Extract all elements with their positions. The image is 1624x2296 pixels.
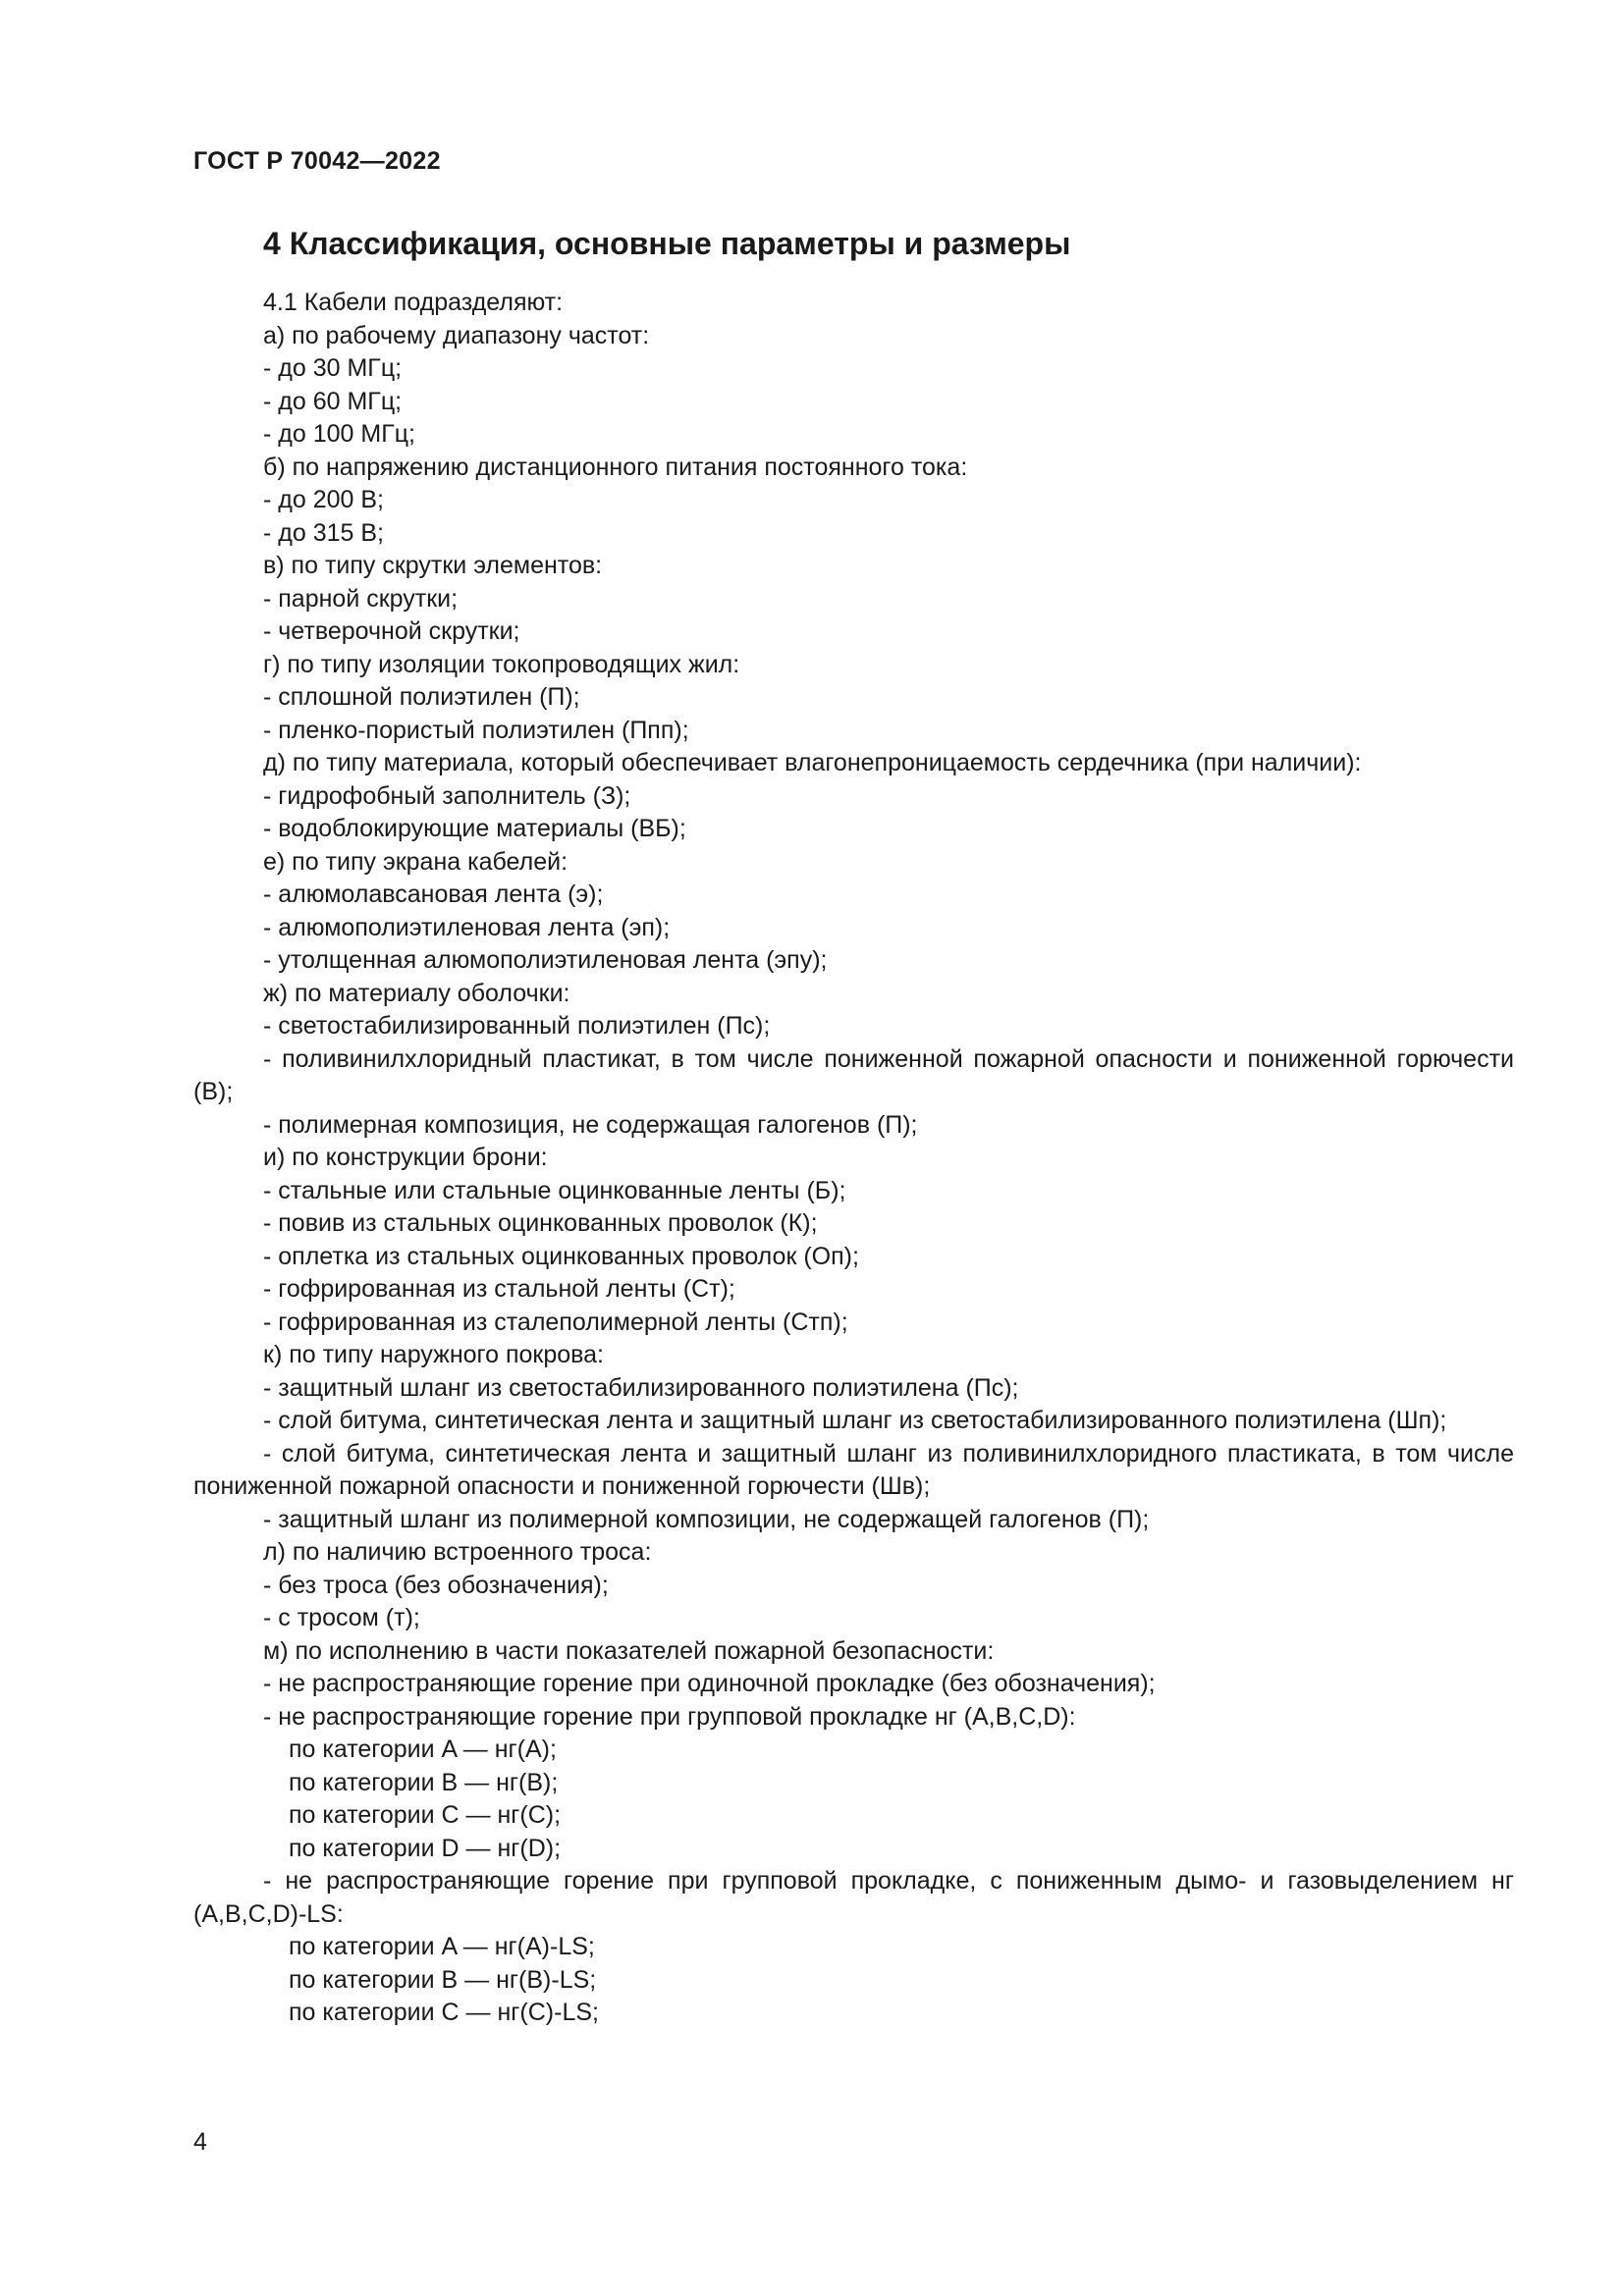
list-item: в) по типу скрутки элементов: [263, 552, 603, 579]
list-item: - до 60 МГц; [263, 387, 403, 415]
list-item: д) по типу материала, который обеспечивает влагонепроницаемость сердечника (при наличии): [263, 749, 1362, 776]
list-item: - алюмополиэтиленовая лента (эп); [263, 913, 671, 941]
list-item: л) по наличию встроенного троса: [263, 1538, 652, 1566]
list-item: - слой битума, синтетическая лента и защитный шланг из светостабилизированного полиэтилена (Шп); [263, 1407, 1447, 1434]
category-item: по категории B — нг(B)-LS; [289, 1965, 597, 1994]
list-item: - не распространяющие горение при групповой прокладке, с пониженным дымо- и газовыделением нг (A,B,C,D)-LS: [193, 1867, 1514, 1928]
category-item: по категории D — нг(D); [289, 1834, 562, 1862]
list-item: - повив из стальных оцинкованных проволок (К); [263, 1209, 818, 1237]
list-item: - водоблокирующие материалы (ВБ); [263, 815, 686, 842]
list-item: - полимерная композиция, не содержащая галогенов (П); [263, 1110, 918, 1139]
list-item: а) по рабочему диапазону частот: [263, 321, 650, 349]
list-item: - стальные или стальные оцинкованные ленты (Б); [263, 1176, 846, 1204]
section-title: 4 Классификация, основные параметры и размеры [263, 226, 1071, 261]
list-item: м) по исполнению в части показателей пожарной безопасности: [263, 1636, 995, 1665]
category-item: по категории A — нг(A)-LS; [289, 1933, 595, 1960]
list-item: - гидрофобный заполнитель (З); [263, 781, 631, 810]
category-item: по категории A — нг(A); [289, 1735, 557, 1763]
list-item: е) по типу экрана кабелей: [263, 847, 568, 876]
list-item: и) по конструкции брони: [263, 1144, 548, 1171]
list-item: - парной скрутки; [263, 584, 459, 613]
list-item: - светостабилизированный полиэтилен (Пс); [263, 1012, 771, 1040]
category-item: по категории C — нг(C)-LS; [289, 1999, 599, 2026]
list-item: - с тросом (т); [263, 1604, 420, 1631]
list-item: - без троса (без обозначения); [263, 1571, 609, 1599]
list-item: - защитный шланг из полимерной композиции, не содержащей галогенов (П); [263, 1505, 1150, 1533]
list-item: - гофрированная из сталеполимерной ленты (Стп); [263, 1308, 848, 1336]
list-item: - не распространяющие горение при одиночной прокладке (без обозначения); [263, 1670, 1156, 1697]
list-item: ж) по материалу оболочки: [263, 979, 570, 1007]
list-item: - гофрированная из стальной ленты (Ст); [263, 1275, 735, 1303]
list-item: - до 315 В; [263, 518, 384, 547]
clause-intro: 4.1 Кабели подразделяют: [263, 289, 564, 316]
list-item: г) по типу изоляции токопроводящих жил: [263, 650, 740, 678]
list-item: - до 200 В; [263, 486, 384, 513]
section-body [193, 287, 1514, 2030]
list-item: - защитный шланг из светостабилизированного полиэтилена (Пс); [263, 1373, 1019, 1402]
list-item: - сплошной полиэтилен (П); [263, 683, 580, 711]
list-item: - не распространяющие горение при групповой прокладке нг (A,B,C,D): [263, 1702, 1076, 1731]
list-item: - оплетка из стальных оцинкованных проволок (Оп); [263, 1242, 859, 1270]
list-item: - алюмолавсановая лента (э); [263, 881, 604, 908]
list-item: - поливинилхлоридный пластикат, в том числе пониженной пожарной опасности и пониженной горючести (В); [193, 1044, 1514, 1105]
list-item: - четверочной скрутки; [263, 617, 520, 645]
list-item: - утолщенная алюмополиэтиленовая лента (эпу); [263, 946, 828, 974]
list-item: - пленко-пористый полиэтилен (Ппп); [263, 716, 689, 744]
page-number: 4 [193, 2128, 207, 2156]
document-code-header: ГОСТ Р 70042—2022 [193, 147, 441, 175]
category-item: по категории C — нг(C); [289, 1801, 562, 1829]
list-item: - до 30 МГц; [263, 354, 403, 382]
list-item: к) по типу наружного покрова: [263, 1341, 604, 1368]
category-item: по категории B — нг(B); [289, 1768, 559, 1796]
list-item: - до 100 МГц; [263, 420, 415, 448]
list-item: - слой битума, синтетическая лента и защитный шланг из поливинилхлоридного пластиката, в том числе пониженной пожарной опасности и пониженной горючести (Шв); [193, 1439, 1514, 1500]
list-item: б) по напряжению дистанционного питания постоянного тока: [263, 453, 968, 481]
